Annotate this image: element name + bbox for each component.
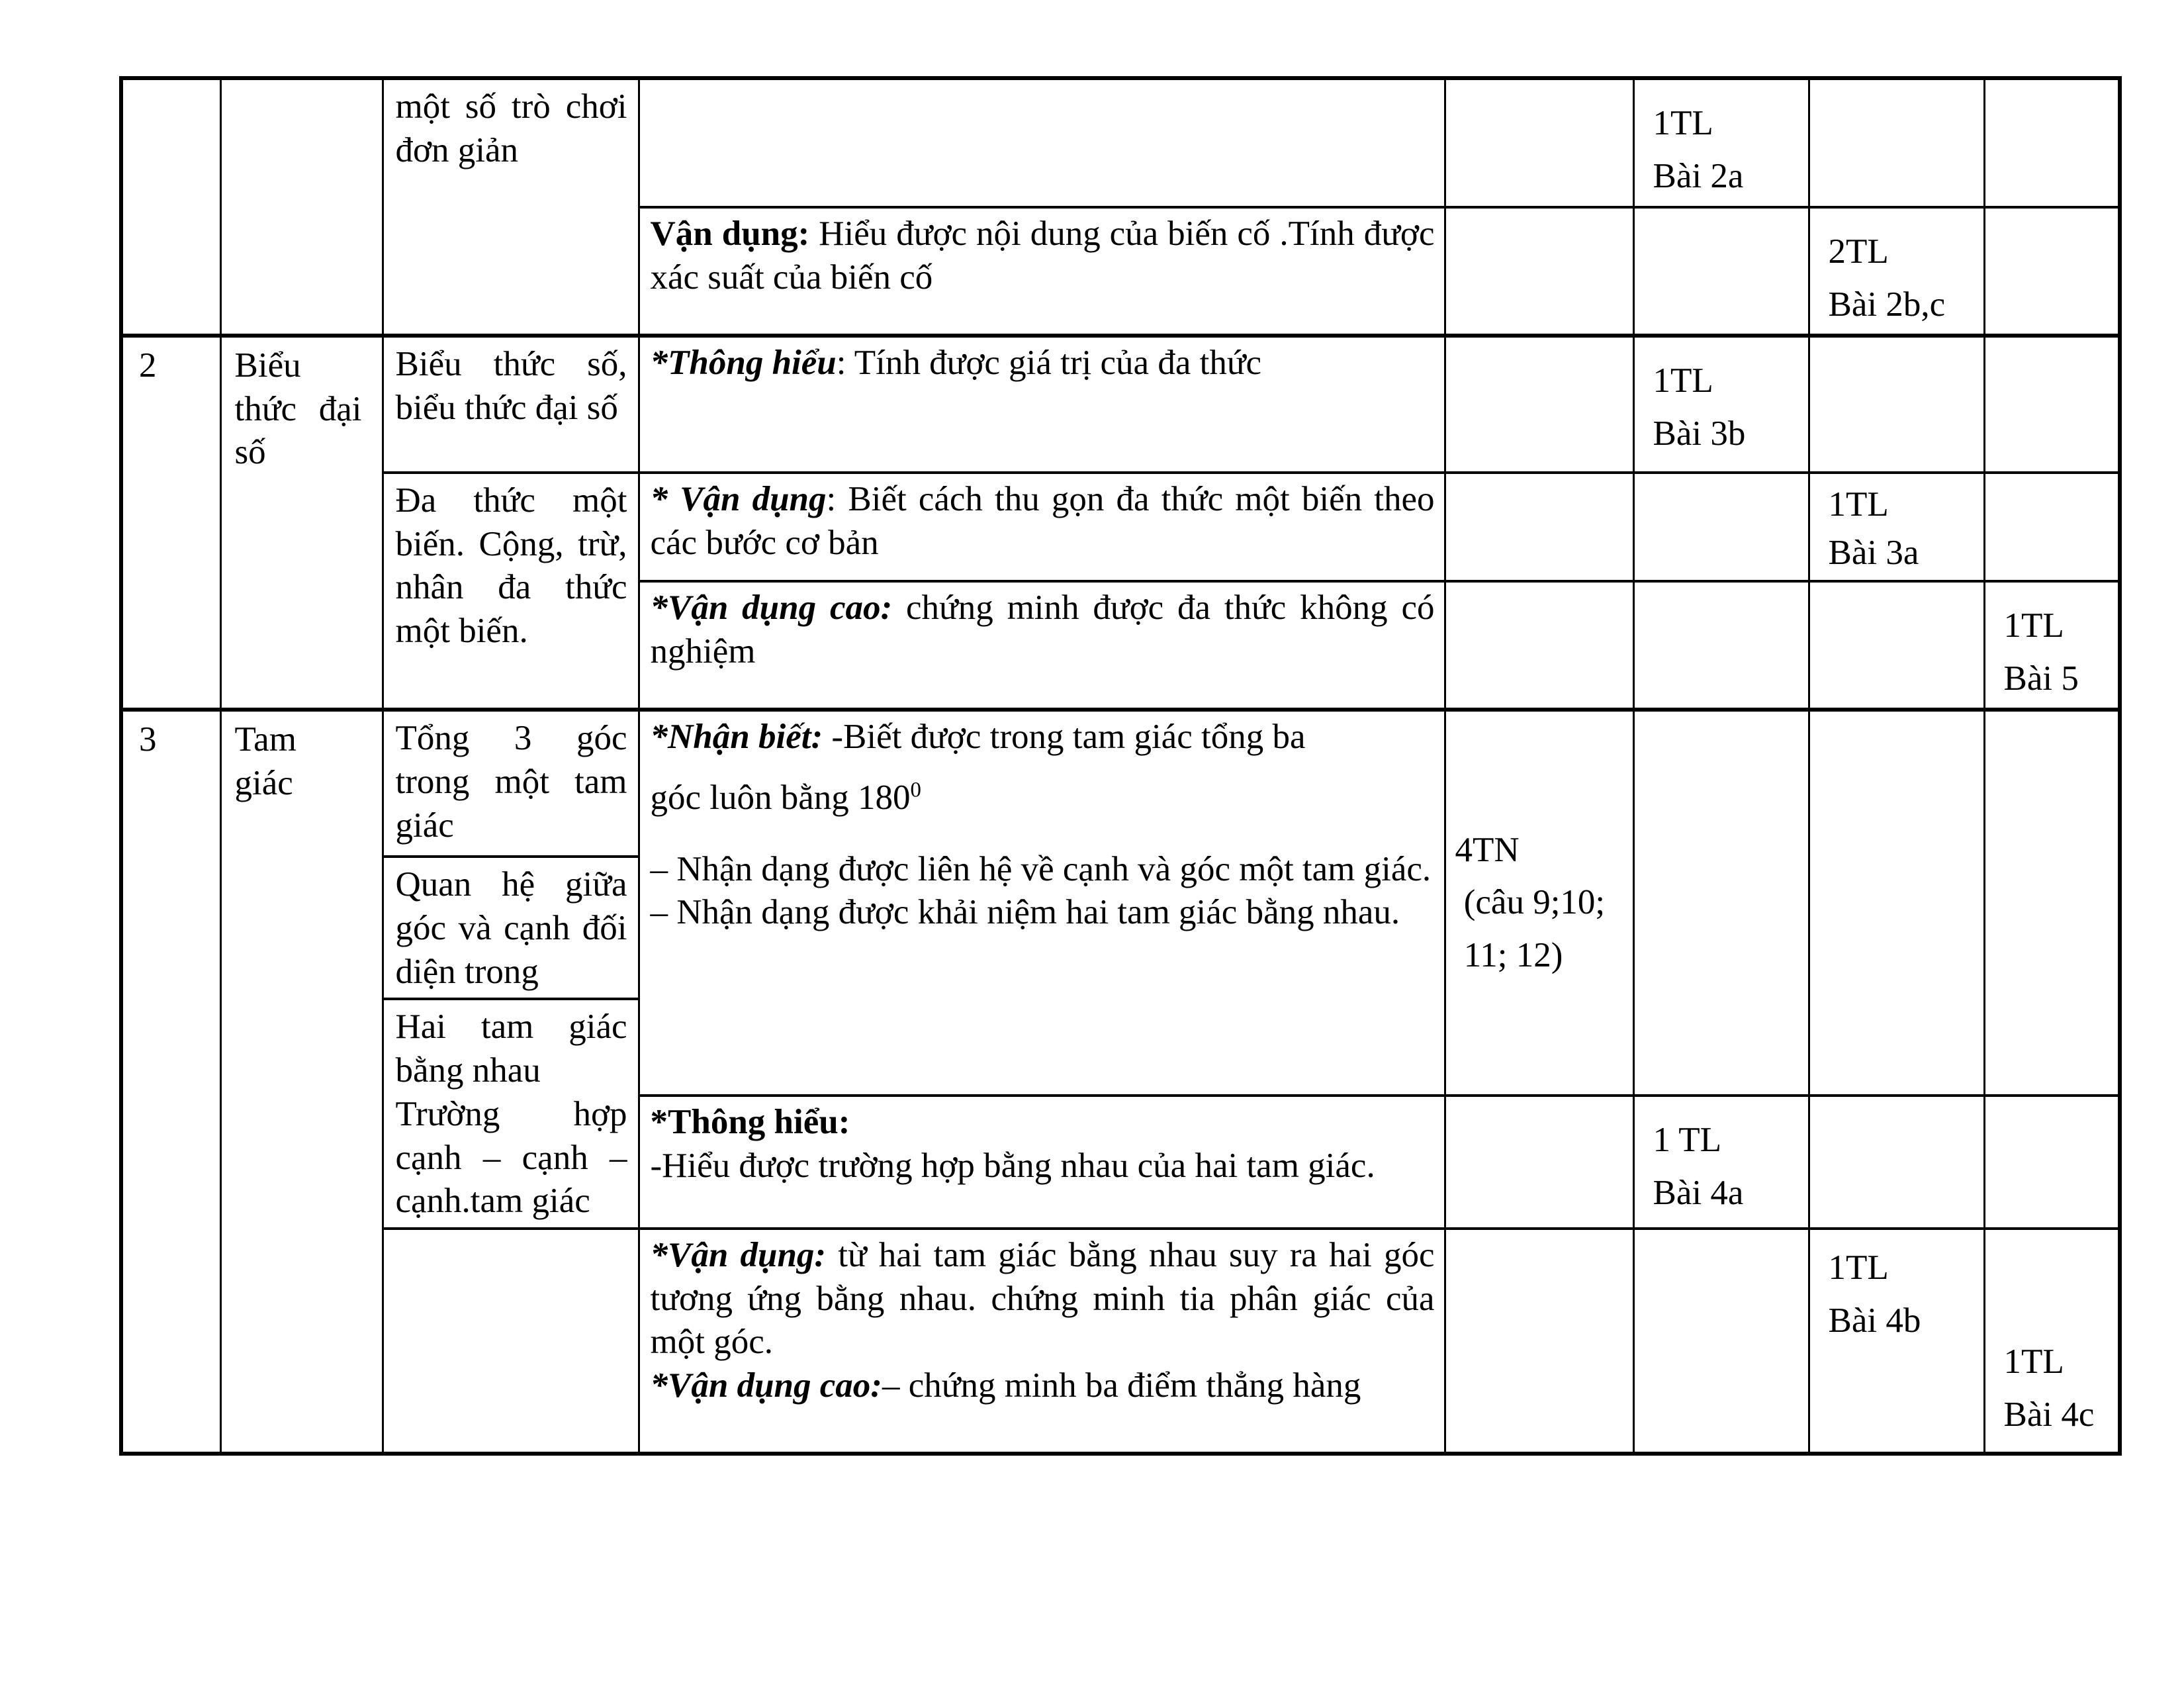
level-label: *Thông hiểu:	[650, 1103, 850, 1142]
count-ref: 11; 12)	[1455, 935, 1563, 974]
count-value: 2TL	[1828, 232, 1889, 271]
table-row	[121, 473, 2120, 581]
cell-content-empty	[383, 1229, 639, 1454]
desc-text: – chứng minh ba điểm thẳng hàng	[882, 1366, 1361, 1405]
desc-text: từ hai tam giác bằng nhau suy ra hai góc tương ứng bằng nhau. chứng minh tia phân giác của một góc.	[650, 1236, 1435, 1362]
cell-content-quan-he-goc-canh	[383, 857, 639, 999]
level-label: *Thông hiểu	[650, 344, 837, 382]
cell-nb-count-4tn	[1445, 710, 1633, 1096]
cell-th-empty	[1633, 207, 1809, 336]
desc-text: -Biết được trong tam giác tổng ba	[823, 718, 1306, 757]
table-row	[121, 1229, 2120, 1454]
cell-desc-vandung-thugon	[639, 473, 1445, 581]
topic-text: Tam giác	[234, 720, 296, 802]
cell-vdc-empty	[1984, 473, 2120, 581]
count-ref: Bài 5	[2003, 659, 2079, 698]
cell-topic-bieu-thuc-dai-so	[220, 336, 383, 710]
content-text: Trường hợp cạnh – cạnh – cạnh.tam giác	[395, 1094, 627, 1221]
desc-line: -Hiểu được trường hợp bằng nhau của hai tam giác.	[650, 1146, 1375, 1185]
cell-vdc-count-bai5	[1984, 581, 2120, 710]
level-label: *Vận dụng cao:	[650, 1366, 882, 1405]
cell-th-empty	[1633, 581, 1809, 710]
cell-nb-empty	[1445, 207, 1633, 336]
cell-desc-vandungcao-nghiem	[639, 581, 1445, 710]
level-label: Vận dụng:	[650, 214, 810, 253]
table-row	[121, 336, 2120, 473]
content-text: Hai tam giác bằng nhau	[395, 1008, 627, 1090]
cell-vdc-empty	[1984, 207, 2120, 336]
content-text: Quan hệ giữa góc và cạnh đối diện trong	[395, 865, 627, 991]
cell-vd-count-bai2bc	[1809, 207, 1984, 336]
cell-nb-empty	[1445, 473, 1633, 581]
cell-nb-empty	[1445, 581, 1633, 710]
cell-desc-vandung-bienco	[639, 207, 1445, 336]
topic-text: Biểu thức đại số	[234, 346, 362, 472]
count-ref: (câu 9;10;	[1455, 883, 1606, 922]
desc-line	[651, 776, 1435, 820]
cell-vdc-empty	[1984, 78, 2120, 207]
stt-value: 2	[139, 346, 157, 385]
count-value: 1TL	[2003, 606, 2064, 645]
desc-text: góc luôn bằng 180	[650, 778, 911, 817]
cell-th-empty	[1633, 1229, 1809, 1454]
exam-matrix-table	[119, 76, 2122, 1456]
level-label: *Vận dụng cao:	[650, 588, 893, 628]
cell-nb-empty	[1445, 1096, 1633, 1229]
cell-th-count-bai2a	[1633, 78, 1809, 207]
count-value: 1TL	[1828, 485, 1889, 524]
desc-line	[651, 1364, 1435, 1408]
cell-vdc-count-bai4c	[1984, 1229, 2120, 1454]
count-ref: Bài 3b	[1653, 414, 1746, 453]
count-ref: Bài 4a	[1653, 1173, 1744, 1212]
desc-text: : Biết cách thu gọn đa thức một biến theo các bước cơ bản	[650, 480, 1435, 562]
content-text: Biểu thức số, biểu thức đại số	[395, 345, 627, 427]
count-value: 1TL	[1828, 1248, 1889, 1287]
count-value: 1TL	[1653, 361, 1713, 400]
table-row	[121, 710, 2120, 857]
cell-th-count-bai3b	[1633, 336, 1809, 473]
desc-text: : Tính được giá trị của đa thức	[836, 344, 1262, 382]
cell-content-bieu-thuc-so	[383, 336, 639, 473]
cell-vd-empty	[1809, 710, 1984, 1096]
cell-th-empty	[1633, 473, 1809, 581]
cell-content-probability-games	[383, 78, 639, 336]
cell-vd-count-bai3a	[1809, 473, 1984, 581]
cell-nb-empty	[1445, 78, 1633, 207]
cell-topic-empty	[220, 78, 383, 336]
superscript: 0	[910, 778, 921, 802]
table-row	[121, 78, 2120, 207]
count-ref: Bài 2b,c	[1828, 285, 1946, 324]
cell-content-hai-tam-giac	[383, 999, 639, 1229]
cell-vdc-empty	[1984, 336, 2120, 473]
count-value: 4TN	[1455, 830, 1520, 869]
cell-th-count-bai4a	[1633, 1096, 1809, 1229]
cell-desc-nhanbiet-tamgiac	[639, 710, 1445, 1096]
cell-vd-empty	[1809, 581, 1984, 710]
cell-vd-empty	[1809, 336, 1984, 473]
cell-content-da-thuc-mot-bien	[383, 473, 639, 710]
stt-value: 3	[139, 720, 157, 759]
cell-stt-empty	[121, 78, 220, 336]
desc-line	[651, 716, 1435, 759]
content-text: Tổng 3 góc trong một tam giác	[395, 719, 627, 845]
level-label: *Nhận biết:	[650, 718, 823, 757]
desc-line	[651, 1101, 1435, 1145]
content-text: một số trò chơi đơn giản	[395, 87, 627, 169]
cell-vd-empty	[1809, 1096, 1984, 1229]
cell-topic-tam-giac	[220, 710, 383, 1454]
level-label: * Vận dụng	[650, 480, 827, 518]
cell-desc-thonghieu-tamgiac	[639, 1096, 1445, 1229]
count-ref: Bài 4c	[2003, 1395, 2095, 1434]
cell-vdc-empty	[1984, 710, 2120, 1096]
desc-line: – Nhận dạng được khải niệm hai tam giác bằng nhau.	[650, 893, 1400, 932]
cell-stt-2	[121, 336, 220, 710]
cell-vd-count-bai4b	[1809, 1229, 1984, 1454]
cell-nb-empty	[1445, 1229, 1633, 1454]
cell-content-tong-3-goc	[383, 710, 639, 857]
level-label: *Vận dụng:	[650, 1236, 827, 1274]
count-value: 1TL	[2003, 1342, 2064, 1381]
cell-vd-empty	[1809, 78, 1984, 207]
count-ref: Bài 3a	[1828, 534, 1919, 573]
count-value: 1 TL	[1653, 1121, 1722, 1160]
count-value: 1TL	[1653, 104, 1713, 142]
desc-line	[651, 1234, 1435, 1364]
cell-vdc-empty	[1984, 1096, 2120, 1229]
desc-text: Hiểu được nội dung của biến cố .Tính được xác suất của biến cố	[650, 214, 1435, 297]
desc-text: chứng minh được đa thức không có nghiệm	[650, 588, 1435, 671]
desc-line: – Nhận dạng được liên hệ về cạnh và góc một tam giác.	[650, 849, 1432, 888]
cell-nb-empty	[1445, 336, 1633, 473]
cell-desc-empty	[639, 78, 1445, 207]
count-ref: Bài 4b	[1828, 1301, 1921, 1340]
cell-desc-vandung-tamgiac	[639, 1229, 1445, 1454]
cell-desc-thonghieu-dathuc	[639, 336, 1445, 473]
cell-stt-3	[121, 710, 220, 1454]
count-ref: Bài 2a	[1653, 156, 1744, 195]
cell-th-empty	[1633, 710, 1809, 1096]
content-text: Đa thức một biến. Cộng, trừ, nhân đa thức một biến.	[395, 481, 627, 651]
